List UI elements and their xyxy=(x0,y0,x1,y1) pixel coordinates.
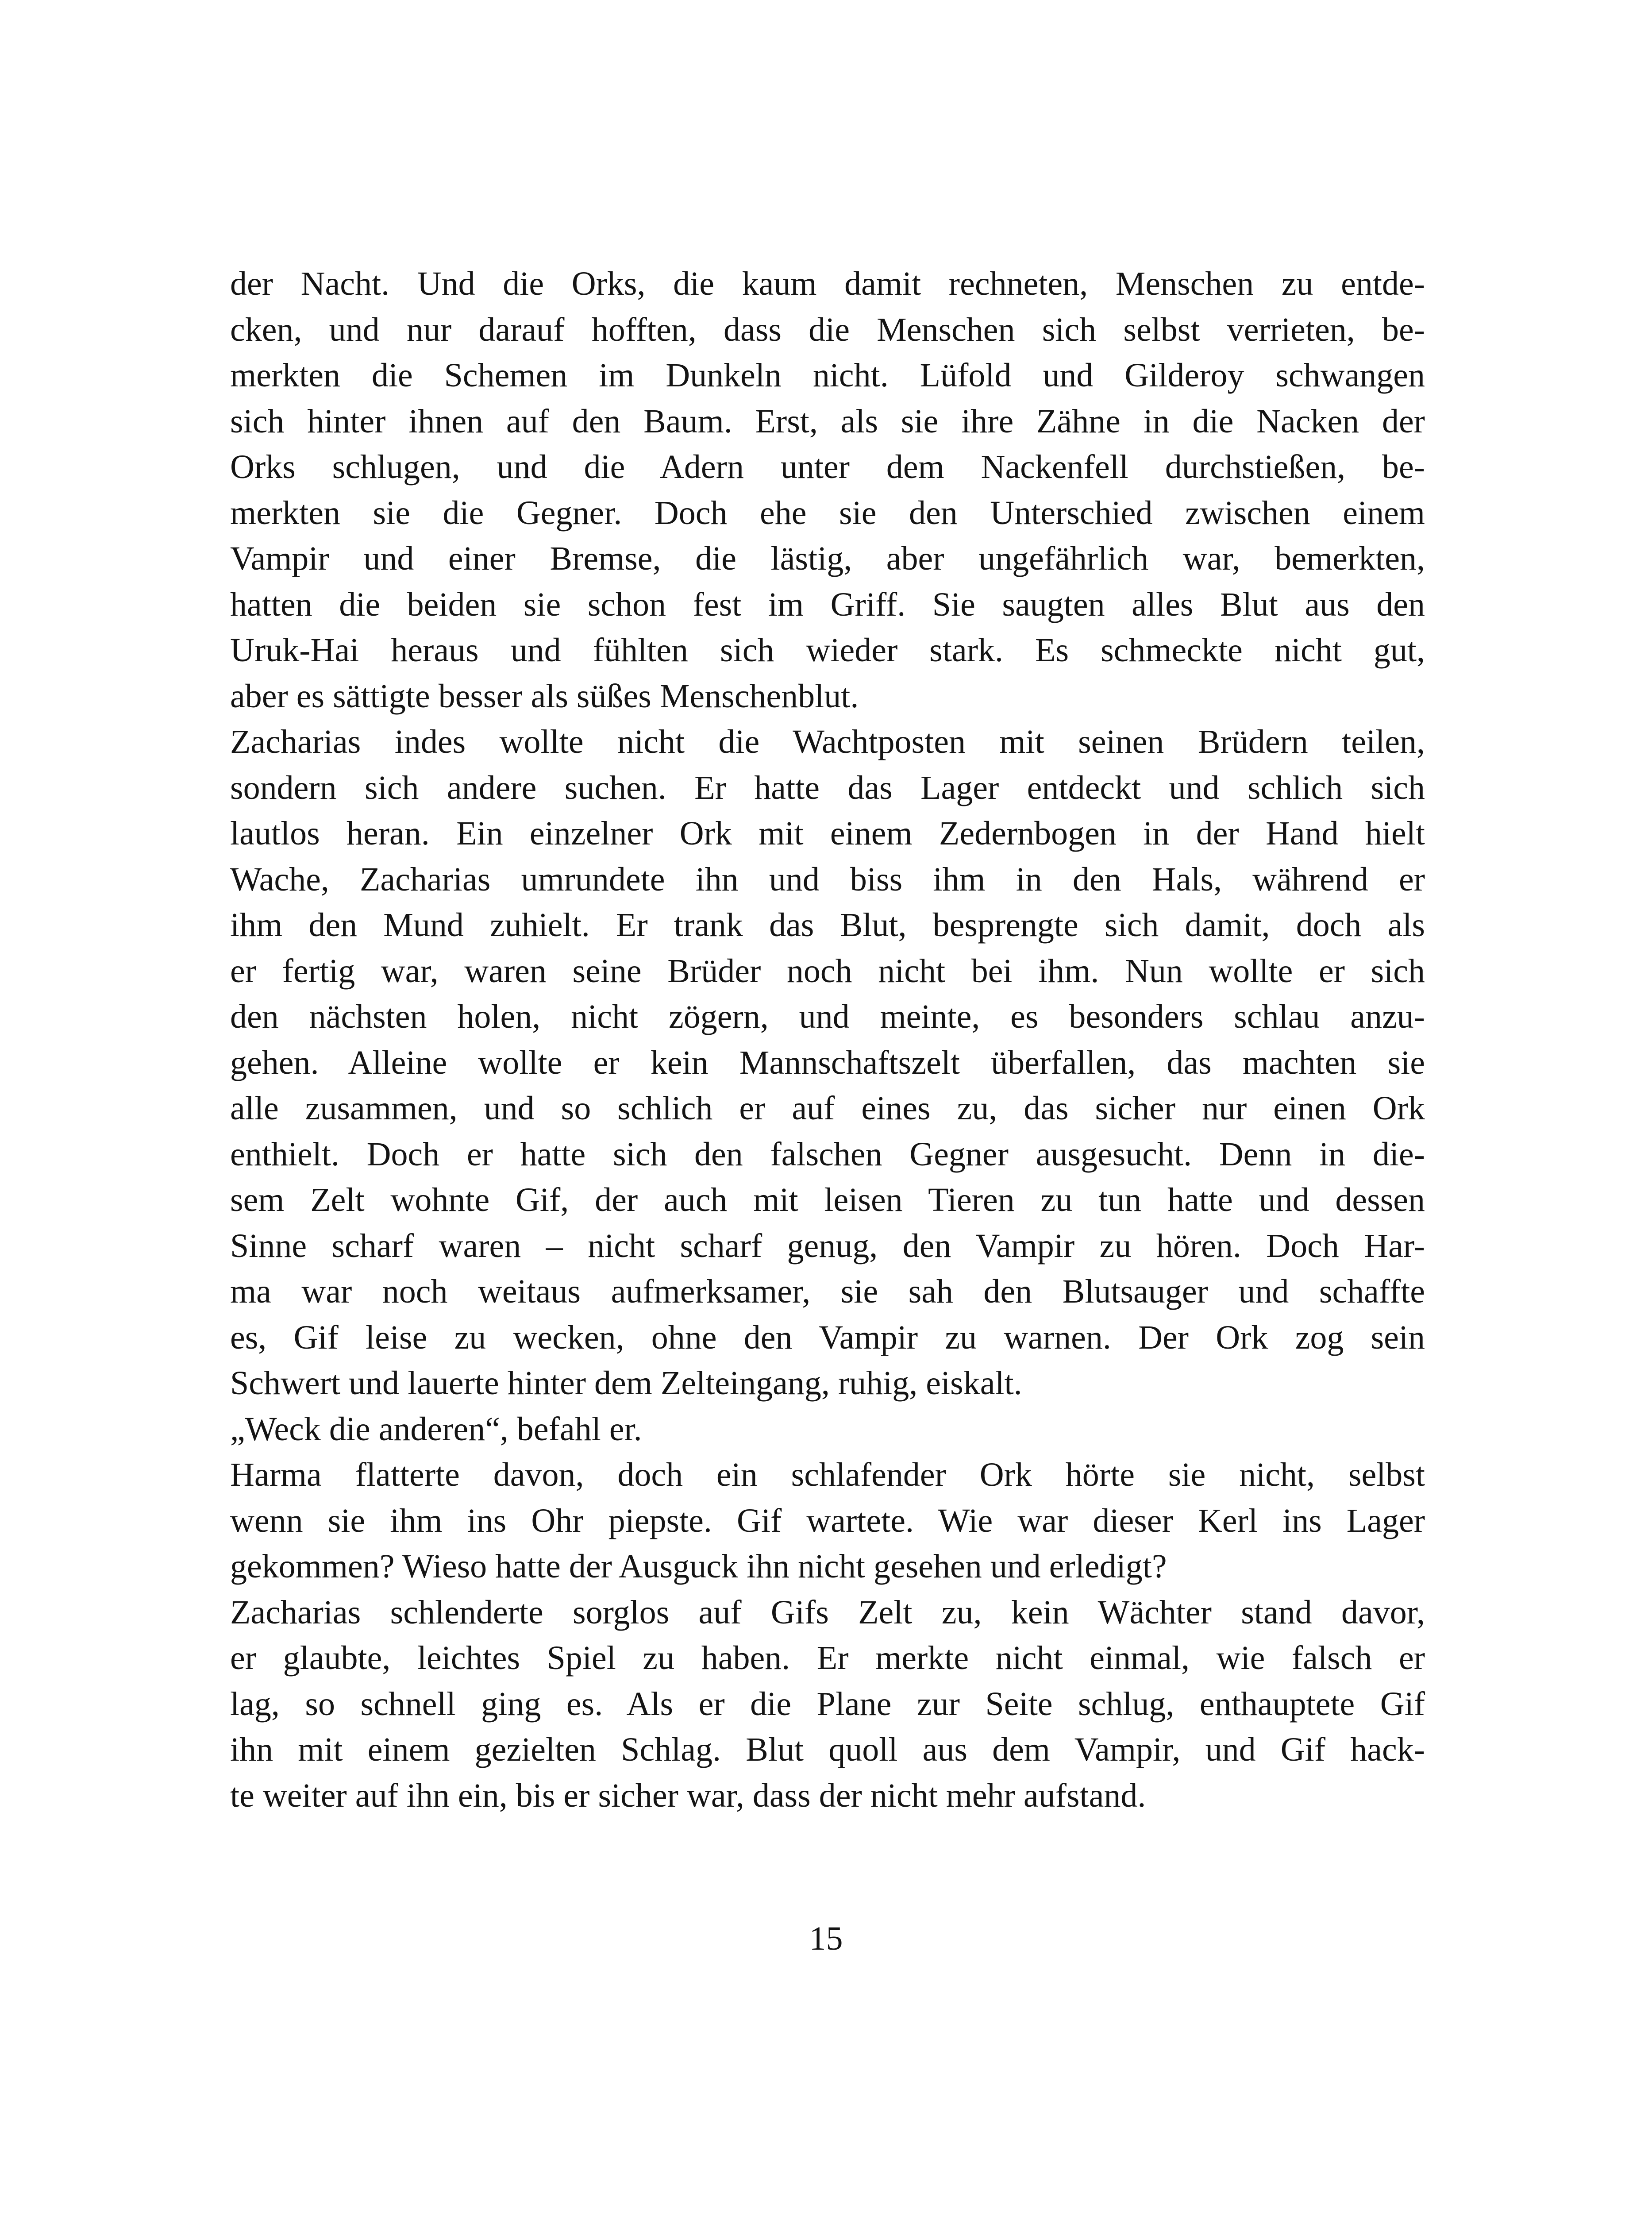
text-line: ihm den Mund zuhielt. Er trank das Blut, besprengte sich damit, doch als xyxy=(230,906,1425,944)
text-line: sem Zelt wohnte Gif, der auch mit leisen Tieren zu tun hatte und dessen xyxy=(230,1181,1425,1218)
page-number: 15 xyxy=(809,1920,843,1957)
text-line: cken, und nur darauf hofften, dass die Menschen sich selbst verrieten, be- xyxy=(230,311,1425,348)
text-line: sich hinter ihnen auf den Baum. Erst, als sie ihre Zähne in die Nacken der xyxy=(230,402,1425,440)
text-line: Orks schlugen, und die Adern unter dem Nackenfell durchstießen, be- xyxy=(230,448,1425,486)
text-line: Vampir und einer Bremse, die lästig, aber ungefährlich war, bemerkten, xyxy=(230,540,1425,577)
text-line: enthielt. Doch er hatte sich den falschen Gegner ausgesucht. Denn in die- xyxy=(230,1135,1425,1173)
text-line: Sinne scharf waren – nicht scharf genug, den Vampir zu hören. Doch Har- xyxy=(230,1227,1425,1265)
text-line: lag, so schnell ging es. Als er die Plane zur Seite schlug, enthauptete Gif xyxy=(230,1685,1425,1723)
text-line: „Weck die anderen“, befahl er. xyxy=(230,1410,642,1448)
body-text xyxy=(230,261,1425,1819)
text-line: Zacharias schlenderte sorglos auf Gifs Zelt zu, kein Wächter stand davor, xyxy=(230,1593,1425,1631)
text-line: er glaubte, leichtes Spiel zu haben. Er merkte nicht einmal, wie falsch er xyxy=(230,1639,1425,1677)
text-line: alle zusammen, und so schlich er auf eines zu, das sicher nur einen Ork xyxy=(230,1090,1425,1127)
text-line: ihn mit einem gezielten Schlag. Blut quoll aus dem Vampir, und Gif hack- xyxy=(230,1731,1425,1768)
text-line: gehen. Alleine wollte er kein Mannschaftszelt überfallen, das machten sie xyxy=(230,1044,1425,1081)
text-line: den nächsten holen, nicht zögern, und meinte, es besonders schlau anzu- xyxy=(230,998,1425,1035)
text-line: wenn sie ihm ins Ohr piepste. Gif wartete. Wie war dieser Kerl ins Lager xyxy=(230,1502,1425,1539)
text-line: merkten sie die Gegner. Doch ehe sie den Unterschied zwischen einem xyxy=(230,494,1425,532)
text-line: merkten die Schemen im Dunkeln nicht. Lüfold und Gilderoy schwangen xyxy=(230,357,1425,394)
text-line: der Nacht. Und die Orks, die kaum damit rechneten, Menschen zu entde- xyxy=(230,265,1425,302)
text-line: te weiter auf ihn ein, bis er sicher war, dass der nicht mehr aufstand. xyxy=(230,1777,1146,1814)
text-line: ma war noch weitaus aufmerksamer, sie sah den Blutsauger und schaffte xyxy=(230,1273,1425,1310)
text-line: gekommen? Wieso hatte der Ausguck ihn nicht gesehen und erledigt? xyxy=(230,1548,1167,1585)
text-line: hatten die beiden sie schon fest im Griff. Sie saugten alles Blut aus den xyxy=(230,586,1425,623)
text-line: Harma flatterte davon, doch ein schlafender Ork hörte sie nicht, selbst xyxy=(230,1456,1425,1493)
text-line: er fertig war, waren seine Brüder noch nicht bei ihm. Nun wollte er sich xyxy=(230,952,1425,990)
text-line: lautlos heran. Ein einzelner Ork mit einem Zedernbogen in der Hand hielt xyxy=(230,815,1425,852)
text-line: Uruk-Hai heraus und fühlten sich wieder stark. Es schmeckte nicht gut, xyxy=(230,632,1425,669)
text-line: sondern sich andere suchen. Er hatte das Lager entdeckt und schlich sich xyxy=(230,769,1425,806)
text-line: aber es sättigte besser als süßes Menschenblut. xyxy=(230,677,859,715)
text-line: Wache, Zacharias umrundete ihn und biss ihm in den Hals, während er xyxy=(230,860,1425,898)
text-line: Schwert und lauerte hinter dem Zelteingang, ruhig, eiskalt. xyxy=(230,1365,1022,1402)
text-line: es, Gif leise zu wecken, ohne den Vampir zu warnen. Der Ork zog sein xyxy=(230,1319,1425,1356)
text-line: Zacharias indes wollte nicht die Wachtposten mit seinen Brüdern teilen, xyxy=(230,723,1425,760)
